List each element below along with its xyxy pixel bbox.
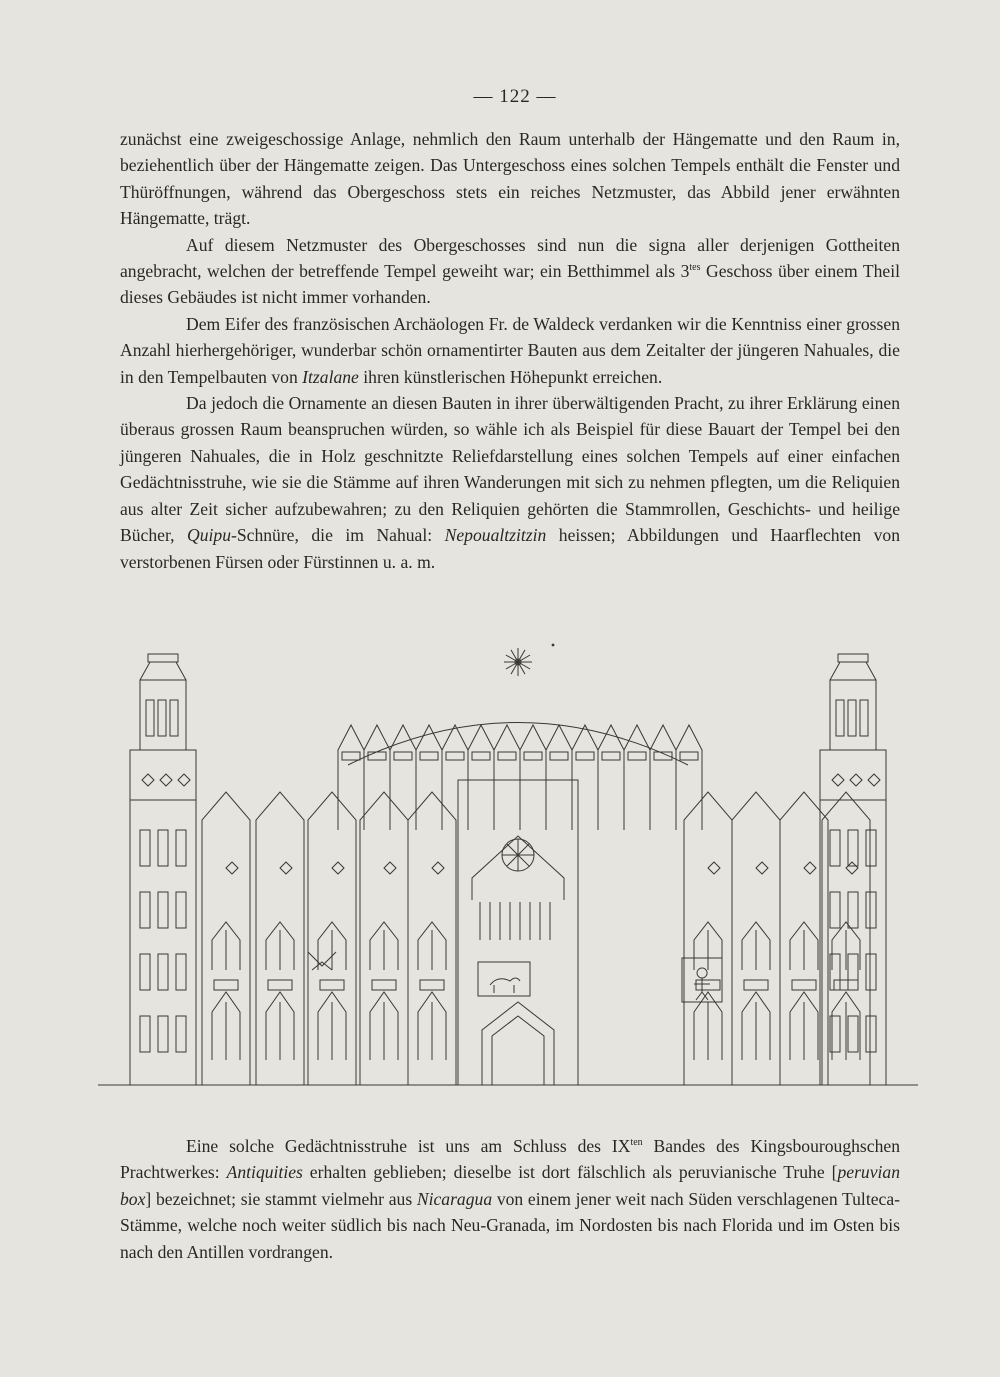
ordinal-superscript: tes bbox=[689, 262, 701, 274]
tower-lozenge bbox=[142, 774, 154, 786]
tower-window bbox=[848, 700, 856, 736]
upper-arcade bbox=[394, 752, 412, 760]
tower-roof bbox=[140, 662, 186, 680]
lozenge-ornament bbox=[432, 862, 444, 874]
paragraph-1: zunächst eine zweigeschossige Anlage, nehmlich den Raum unterhalb der Hängematte und den Raum in, beziehentlich über der Hängematte zeigen. Das Untergeschoss eines solchen Tempels enthält die Fenster und Thüröffnungen, während das Obergeschoss stets ein reiches Netzmuster, das Abbild jener erwähnten Hängematte, trägt. bbox=[120, 129, 900, 229]
tower-window bbox=[170, 700, 178, 736]
upper-spire bbox=[416, 725, 442, 830]
tower-cap bbox=[838, 654, 868, 662]
upper-spire bbox=[650, 725, 676, 830]
upper-arcade bbox=[550, 752, 568, 760]
paragraph-3: Dem Eifer des französischen Archäologen Fr. de Waldeck verdanken wir die Kenntniss einer grossen Anzahl hierhergehöriger, wunderbar schön ornamentirter Bauten aus dem Zeitalter der jüngeren Nahuales, die in den Tempelbauten von Itzalane ihren künstlerischen Höhepunkt erreichen. bbox=[120, 313, 900, 387]
ink-speck bbox=[552, 644, 555, 647]
upper-spire bbox=[572, 725, 598, 830]
tower-window bbox=[146, 700, 154, 736]
upper-spire bbox=[520, 725, 546, 830]
arcade-band bbox=[372, 980, 396, 990]
tower-window bbox=[158, 830, 168, 866]
lozenge-ornament bbox=[708, 862, 720, 874]
tower-window bbox=[848, 954, 858, 990]
arcade-band bbox=[792, 980, 816, 990]
upper-arcade bbox=[420, 752, 438, 760]
tower-lozenge bbox=[178, 774, 190, 786]
upper-spire bbox=[442, 725, 468, 830]
tower-window bbox=[836, 700, 844, 736]
tower-window bbox=[830, 830, 840, 866]
tower-window bbox=[140, 1016, 150, 1052]
italic-term-peruvian-box: peruvian box bbox=[120, 1162, 901, 1209]
page-number: — 122 — bbox=[473, 86, 557, 107]
upper-spire bbox=[598, 725, 624, 830]
central-doorway bbox=[482, 1002, 554, 1085]
tower-window bbox=[866, 892, 876, 928]
tower-window bbox=[158, 954, 168, 990]
upper-spire bbox=[546, 725, 572, 830]
central-doorway-inner bbox=[492, 1016, 544, 1085]
tower-window bbox=[176, 954, 186, 990]
italic-term-nepoualtzitzin: Nepoualtzitzin bbox=[444, 525, 547, 546]
arcade-band bbox=[834, 980, 858, 990]
tower-window bbox=[860, 700, 868, 736]
tower-window bbox=[176, 892, 186, 928]
tower-window bbox=[848, 892, 858, 928]
upper-arcade bbox=[446, 752, 464, 760]
bottom-text-block bbox=[120, 1133, 900, 1265]
lozenge-ornament bbox=[804, 862, 816, 874]
arcade-band bbox=[744, 980, 768, 990]
tower-window bbox=[866, 830, 876, 866]
tower-window bbox=[158, 892, 168, 928]
tower-cap bbox=[148, 654, 178, 662]
tower-upper bbox=[830, 680, 876, 750]
rose-spoke bbox=[507, 855, 518, 866]
paragraph-4: Da jedoch die Ornamente an diesen Bauten in ihrer überwältigenden Pracht, zu ihrer Erklärung einen überaus grossen Raum beanspruchen würden, so wähle ich als Beispiel für diese Bauart der Tempel bei den jüngeren Nahuales, die in Holz geschnitzte Reliefdarstellung eines solchen Tempels auf einer einfachen Gedächtnisstruhe, wie sie die Stämme auf ihren Wanderungen mit sich zu nehmen pflegten, um die Reliquien aus alter Zeit sicher aufzubewahren; zu den Reliquien gehörten die Stammrollen, Geschichts- und heilige Bücher, Quipu-Schnüre, die im Nahual: Nepoualtzitzin heissen; Abbildungen und Haarflechten von verstorbenen Fürsen oder Fürstinnen u. a. m. bbox=[120, 393, 900, 572]
paragraph-5: Eine solche Gedächtnisstruhe ist uns am Schluss des $IX^{ten}$ Bandes des Kingsbouroughschen Prachtwerkes: Antiquities erhalten geblieben; dieselbe ist dort fälschlich als peruvianische Truhe [peruvian box] bezeichnet; sie stammt vielmehr aus Nicaragua von einem jener weit nach Süden verschlagenen Tulteca-Stämme, welche noch weiter südlich bis nach Neu-Granada, im Nordosten bis nach Florida und im Osten bis nach den Antillen vordrangen. bbox=[120, 1136, 901, 1262]
italic-term-quipu: Quipu- bbox=[187, 525, 237, 546]
temple-relief-figure bbox=[98, 640, 918, 1100]
tower-lozenge bbox=[850, 774, 862, 786]
top-text-block bbox=[120, 126, 900, 575]
rose-spoke bbox=[518, 855, 529, 866]
upper-arcade bbox=[524, 752, 542, 760]
upper-arcade bbox=[498, 752, 516, 760]
arcade-band bbox=[214, 980, 238, 990]
lozenge-ornament bbox=[280, 862, 292, 874]
upper-arcade bbox=[680, 752, 698, 760]
arcade-band bbox=[268, 980, 292, 990]
central-portal bbox=[458, 780, 578, 1085]
tower-window bbox=[140, 892, 150, 928]
tower-lozenge bbox=[868, 774, 880, 786]
tower-lozenge bbox=[832, 774, 844, 786]
paragraph-2: Auf diesem Netzmuster des Obergeschosses sind nun die signa aller derjenigen Gottheiten angebracht, welchen der betreffende Tempel geweiht war; ein Betthimmel als $3^{tes}$ Geschoss über einem Theil dieses Gebäudes ist nicht immer vorhanden. bbox=[120, 234, 900, 308]
lozenge-ornament bbox=[332, 862, 344, 874]
tower-lozenge bbox=[160, 774, 172, 786]
upper-spire bbox=[364, 725, 390, 830]
tower-window bbox=[866, 1016, 876, 1052]
tower-window bbox=[158, 700, 166, 736]
upper-arcade bbox=[628, 752, 646, 760]
italic-term-antiquities: Antiquities bbox=[226, 1162, 303, 1183]
arcade-band bbox=[420, 980, 444, 990]
italic-term-itzalane: Itzalane bbox=[302, 366, 359, 387]
tower-window bbox=[866, 954, 876, 990]
animal-figure bbox=[490, 978, 520, 993]
arcade-band bbox=[696, 980, 720, 990]
upper-arcade bbox=[602, 752, 620, 760]
upper-spire bbox=[468, 725, 494, 830]
upper-arcade bbox=[472, 752, 490, 760]
lozenge-ornament bbox=[384, 862, 396, 874]
lozenge-ornament bbox=[756, 862, 768, 874]
tower-window bbox=[158, 1016, 168, 1052]
human-figure bbox=[694, 968, 710, 1000]
tower-window bbox=[176, 830, 186, 866]
arcade-band bbox=[320, 980, 344, 990]
upper-arcade bbox=[368, 752, 386, 760]
tower-window bbox=[830, 892, 840, 928]
italic-term-nicaragua: Nicaragua bbox=[416, 1188, 493, 1209]
tower-window bbox=[140, 830, 150, 866]
tower-window bbox=[140, 954, 150, 990]
canopy-arc bbox=[348, 723, 688, 766]
upper-arcade bbox=[342, 752, 360, 760]
tower-window bbox=[848, 830, 858, 866]
tower-window bbox=[848, 1016, 858, 1052]
ordinal-superscript: ten bbox=[630, 1137, 643, 1148]
upper-spire bbox=[494, 725, 520, 830]
temple-illustration bbox=[98, 640, 918, 1100]
lozenge-ornament bbox=[226, 862, 238, 874]
tower-roof bbox=[830, 662, 876, 680]
tower-window bbox=[176, 1016, 186, 1052]
tower-upper bbox=[140, 680, 186, 750]
upper-arcade bbox=[576, 752, 594, 760]
